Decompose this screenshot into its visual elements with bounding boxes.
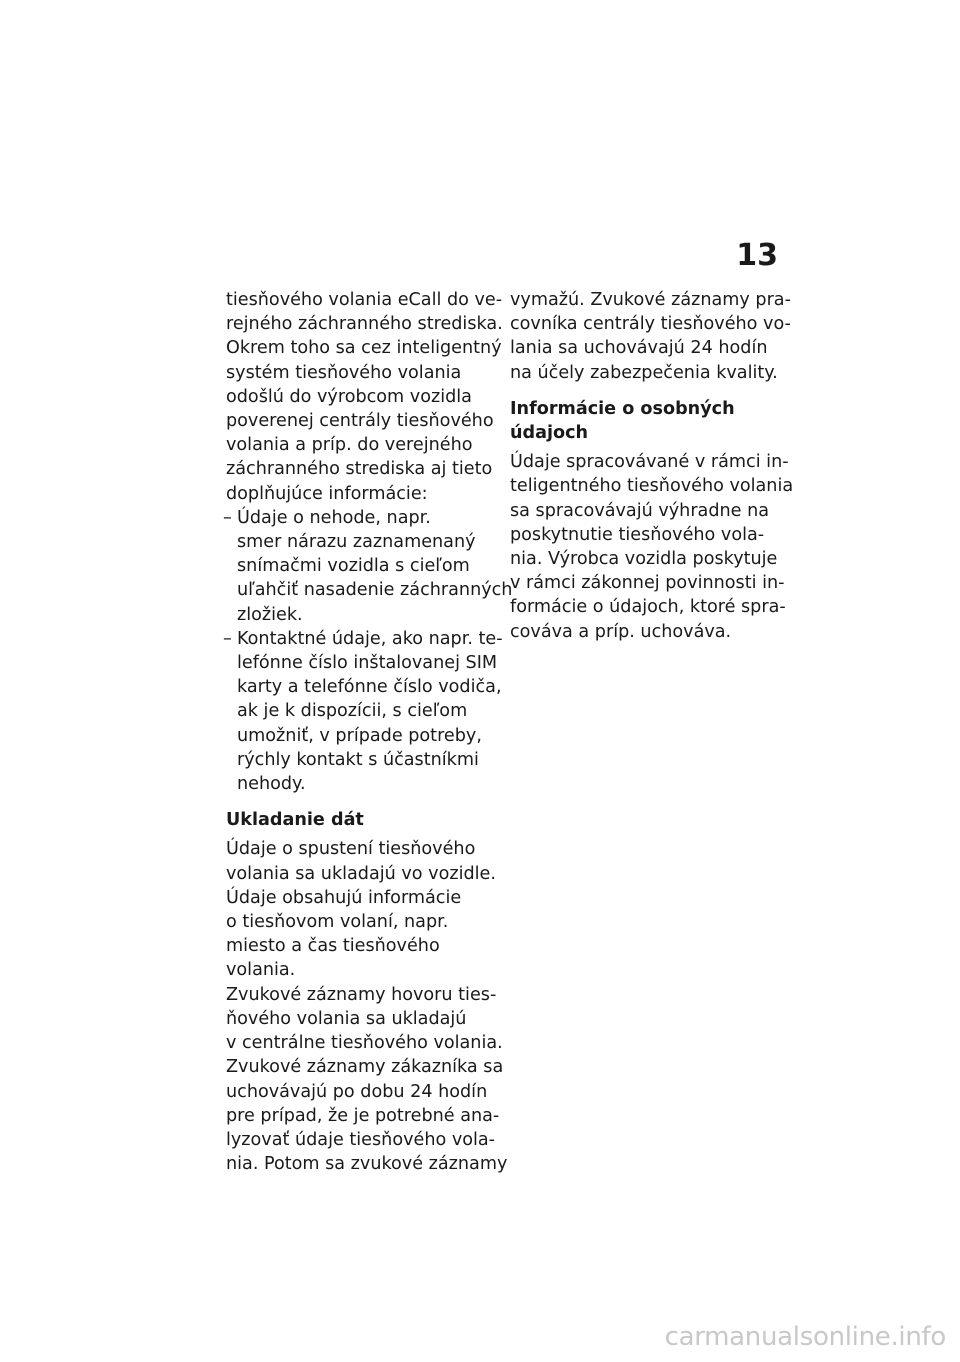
text-line: v rámci zákonnej povinnosti in- bbox=[510, 573, 785, 594]
text-line: na účely zabezpečenia kvality. bbox=[510, 362, 778, 383]
text-line: nia. Potom sa zvukové záznamy bbox=[226, 1154, 508, 1175]
text-line: formácie o údajoch, ktoré spra- bbox=[510, 597, 786, 618]
personal-data-paragraph bbox=[510, 450, 794, 644]
text-line: o tiesňovom volaní, napr. bbox=[226, 912, 449, 933]
data-storage-paragraph bbox=[226, 837, 508, 1176]
text-line: uľahčiť nasadenie záchranných bbox=[237, 580, 513, 601]
text-line: uchovávajú po dobu 24 hodín bbox=[226, 1081, 488, 1102]
intro-paragraph bbox=[226, 288, 503, 506]
text-line: v centrálne tiesňového volania. bbox=[226, 1033, 503, 1054]
dash-bullet-icon: – bbox=[223, 628, 232, 649]
text-line: poskytnutie tiesňového vola- bbox=[510, 524, 765, 545]
text-line: karty a telefónne číslo vodiča, bbox=[237, 677, 502, 698]
text-line: volania sa ukladajú vo vozidle. bbox=[226, 863, 496, 884]
text-line: rejného záchranného strediska. bbox=[226, 314, 503, 335]
text-line: lania sa uchovávajú 24 hodín bbox=[510, 338, 768, 359]
text-line: Okrem toho sa cez inteligentný bbox=[226, 338, 502, 359]
text-line: nia. Výrobca vozidla poskytuje bbox=[510, 549, 778, 570]
text-line: lyzovať údaje tiesňového vola- bbox=[226, 1129, 496, 1150]
text-line: miesto a čas tiesňového bbox=[226, 936, 440, 957]
bullet-item-contact-data bbox=[223, 627, 503, 796]
text-line: tiesňového volania eCall do ve- bbox=[226, 290, 503, 310]
text-line: covníka centrály tiesňového vo- bbox=[510, 314, 791, 335]
text-line: systém tiesňového volania bbox=[226, 362, 462, 383]
right-column bbox=[510, 288, 794, 644]
text-line: volania. bbox=[226, 960, 296, 981]
text-line: umožniť, v prípade potreby, bbox=[237, 725, 482, 746]
text-line: teligentného tiesňového volania bbox=[510, 476, 794, 497]
text-line: volania a príp. do verejného bbox=[226, 435, 473, 456]
text-line: sa spracovávajú výhradne na bbox=[510, 500, 770, 521]
text-line: Údaje o nehode, napr. bbox=[237, 507, 431, 528]
text-line: lefónne číslo inštalovanej SIM bbox=[237, 653, 498, 674]
left-column bbox=[223, 288, 513, 1176]
text-line: rýchly kontakt s účastníkmi bbox=[237, 749, 479, 770]
section-heading-personal-data bbox=[510, 397, 776, 445]
text-line: odošlú do výrobcom vozidla bbox=[226, 386, 472, 407]
text-line: pre prípad, že je potrebné ana- bbox=[226, 1105, 500, 1126]
text-line: nehody. bbox=[237, 774, 306, 795]
text-line: ňového volania sa ukladajú bbox=[226, 1008, 467, 1029]
text-line: ak je k dispozícii, s cieľom bbox=[237, 701, 468, 722]
text-line: Zvukové záznamy hovoru ties- bbox=[226, 984, 497, 1005]
bullet-list bbox=[223, 506, 513, 796]
text-line: Údaje obsahujú informácie bbox=[226, 887, 462, 908]
text-line: smer nárazu zaznamenaný bbox=[237, 532, 476, 553]
text-line: vymažú. Zvukové záznamy pra- bbox=[510, 290, 791, 310]
watermark-link[interactable]: carmanualsonline.info bbox=[664, 1322, 946, 1352]
bullet-first-line bbox=[223, 627, 503, 651]
text-line: cováva a príp. uchováva. bbox=[510, 621, 732, 642]
bullet-item-accident-data bbox=[223, 506, 513, 627]
page-number: 13 bbox=[736, 238, 778, 273]
dash-bullet-icon: – bbox=[223, 507, 232, 528]
section-heading-data-storage: Ukladanie dát bbox=[226, 810, 364, 831]
text-line: záchranného strediska aj tieto bbox=[226, 459, 493, 480]
continuation-paragraph bbox=[510, 288, 791, 385]
heading-line: údajoch bbox=[510, 423, 589, 444]
text-line: snímačmi vozidla s cieľom bbox=[237, 556, 470, 577]
text-line: Kontaktné údaje, ako napr. te- bbox=[237, 628, 503, 649]
section-spacer bbox=[226, 796, 494, 808]
text-line: Zvukové záznamy zákazníka sa bbox=[226, 1057, 504, 1078]
section-spacer bbox=[510, 385, 776, 397]
text-line: Údaje o spustení tiesňového bbox=[226, 839, 476, 860]
text-line: poverenej centrály tiesňového bbox=[226, 411, 494, 432]
text-line: zložiek. bbox=[237, 604, 303, 625]
text-line: Údaje spracovávané v rámci in- bbox=[510, 452, 789, 473]
heading-line: Informácie o osobných bbox=[510, 398, 735, 419]
bullet-first-line bbox=[223, 506, 494, 530]
text-line: doplňujúce informácie: bbox=[226, 483, 428, 504]
